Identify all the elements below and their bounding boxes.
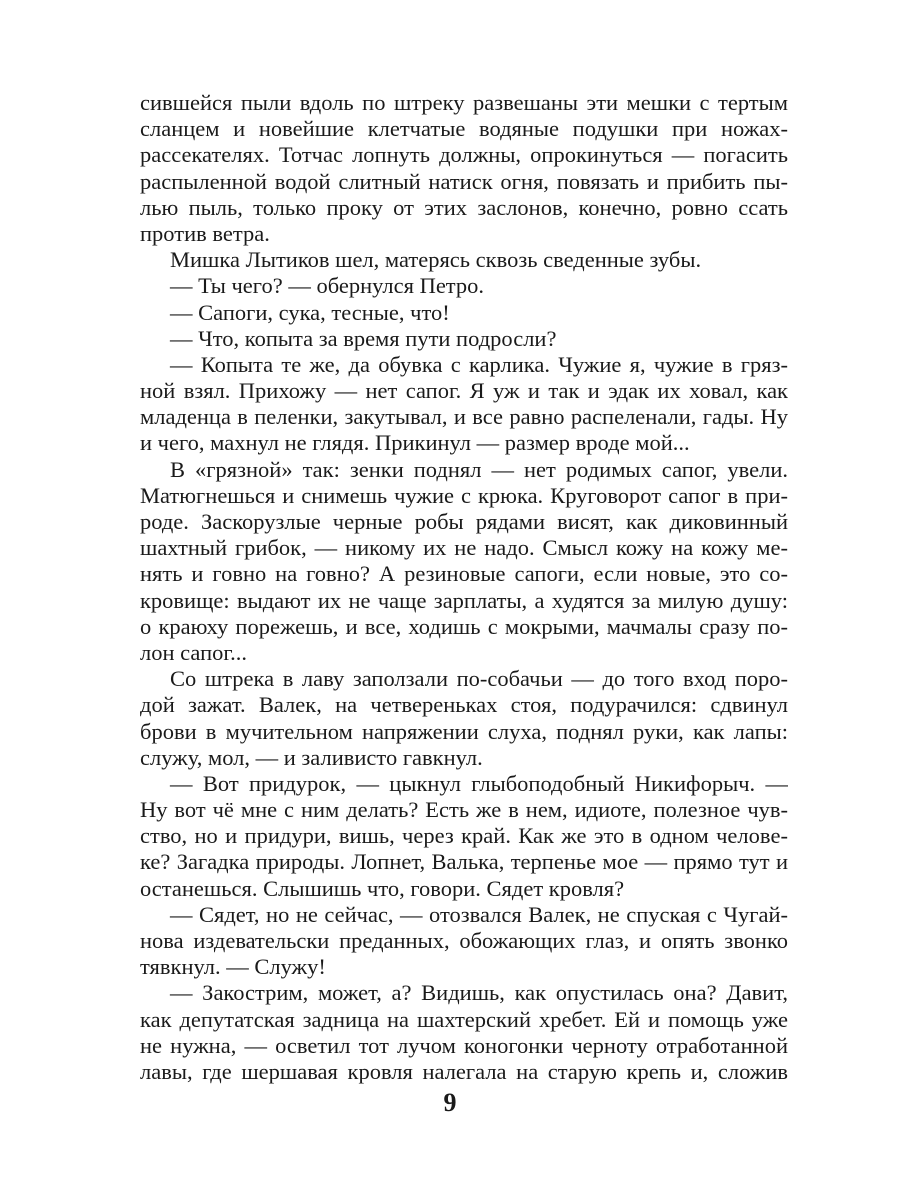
text-line: — Копыта те же, да обувка с карлика. Чужие я, чужие в гряз-: [170, 351, 788, 377]
text-line: лавы, где шершавая кровля налегала на старую крепь и, сложив: [140, 1058, 788, 1084]
text-line: брови в мучительном напряжении слуха, поднял руки, как лапы:: [140, 718, 788, 744]
text-line: не нужна, — осветил тот лучом коногонки черноту отработанной: [140, 1032, 788, 1058]
text-line: Со штрека в лаву заползали по-собачьи — до того вход поро-: [170, 666, 788, 692]
text-line: рассекателях. Тотчас лопнуть должны, опрокинуться — погасить: [140, 142, 788, 168]
text-line: — Сапоги, сука, тесные, что!: [170, 299, 450, 325]
text-line: — Ты чего? — обернулся Петро.: [170, 273, 485, 299]
page-body: [140, 90, 788, 1085]
text-line: и чего, махнул не глядя. Прикинул — размер вроде мой...: [140, 430, 690, 456]
text-line: кровище: выдают их не чаще зарплаты, а худятся за милую душу:: [140, 587, 788, 613]
text-line: служу, мол, — и заливисто гавкнул.: [140, 744, 483, 770]
text-line: Матюгнешься и снимешь чужие с крюка. Круговорот сапог в при-: [140, 482, 788, 508]
text-line: лью пыль, только проку от этих заслонов, конечно, ровно ссать: [140, 194, 788, 220]
text-line: — Закострим, может, а? Видишь, как опустилась она? Давит,: [170, 980, 788, 1006]
text-line: сланцем и новейшие клетчатые водяные подушки при ножах-: [140, 116, 788, 142]
text-line: останешься. Слышишь что, говори. Сядет кровля?: [140, 875, 625, 901]
page-number: 9: [443, 1088, 457, 1117]
text-line: против ветра.: [140, 220, 270, 246]
text-line: ной взял. Прихожу — нет сапог. Я уж и так и эдак их ховал, как: [140, 378, 788, 404]
text-line: Мишка Лытиков шел, матерясь сквозь сведенные зубы.: [170, 247, 702, 273]
text-line: дой зажат. Валек, на четвереньках стоя, подурачился: сдвинул: [140, 692, 788, 718]
text-line: распыленной водой слитный натиск огня, повязать и прибить пы-: [140, 168, 788, 194]
text-line: как депутатская задница на шахтерский хребет. Ей и помощь уже: [140, 1006, 788, 1032]
text-line: роде. Заскорузлые черные робы рядами висят, как диковинный: [140, 509, 788, 534]
text-line: тявкнул. — Служу!: [140, 954, 326, 980]
text-line: Ну вот чё мне с ним делать? Есть же в нем, идиоте, полезное чув-: [140, 797, 788, 823]
text-line: — Сядет, но не сейчас, — отозвался Валек, не спуская с Чугай-: [170, 901, 788, 927]
text-line: о краюху порежешь, и все, ходишь с мокрыми, мачмалы сразу по-: [140, 613, 788, 639]
text-line: ке? Загадка природы. Лопнет, Валька, терпенье мое — прямо тут и: [140, 849, 788, 875]
text-line: нова издевательски преданных, обожающих глаз, и опять звонко: [140, 928, 788, 953]
text-line: — Вот придурок, — цыкнул глыбоподобный Никифорыч. —: [170, 770, 788, 796]
text-line: нять и говно на говно? А резиновые сапоги, если новые, это со-: [140, 561, 788, 587]
text-line: лон сапог...: [140, 639, 247, 665]
text-line: ство, но и придури, вишь, через край. Как же это в одном человe-: [140, 823, 788, 849]
text-line: младенца в пеленки, закутывал, и все равно распеленали, гады. Ну: [140, 404, 788, 430]
text-line: шахтный грибок, — никому их не надо. Смысл кожу на кожу ме-: [140, 535, 788, 561]
text-line: сившейся пыли вдоль по штреку развешаны эти мешки с тертым: [140, 90, 788, 115]
text-line: — Что, копыта за время пути подросли?: [170, 325, 557, 351]
text-line: В «грязной» так: зенки поднял — нет родимых сапог, увели.: [170, 456, 788, 482]
